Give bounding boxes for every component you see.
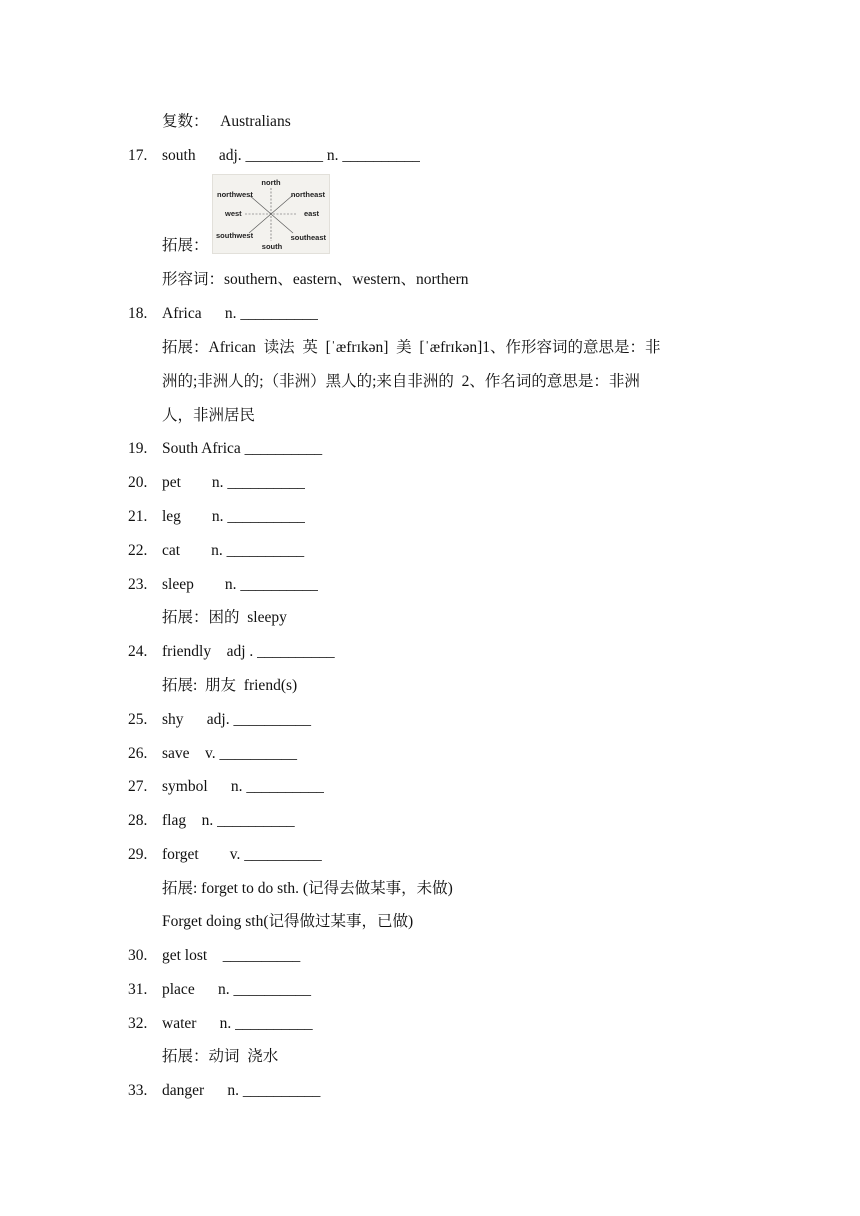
item-number-33: 33. [128,1082,148,1099]
compass-northeast-label: northeast [290,190,325,199]
compass-south-label: south [261,242,283,251]
item-number-29: 29. [128,846,148,863]
item-28-flag: flag n. __________ [162,812,295,829]
item-number-23: 23. [128,576,148,593]
item-25-shy: shy adj. __________ [162,711,311,728]
compass-west-label: west [225,209,242,218]
item-33-danger: danger n. __________ [162,1082,321,1099]
adjective-line-17: 形容词：southern、eastern、western、northern [162,271,469,288]
plural-line: 复数： Australians [162,113,291,130]
extension-29-line-1: 拓展: forget to do sth. (记得去做某事，未做) [162,880,453,897]
item-number-17: 17. [128,147,148,164]
item-number-19: 19. [128,440,148,457]
item-number-28: 28. [128,812,148,829]
compass-southeast-label: southeast [290,233,326,242]
item-17-south: south adj. __________ n. __________ [162,147,420,164]
item-20-pet: pet n. __________ [162,474,305,491]
item-number-31: 31. [128,981,148,998]
extension-23: 拓展：困的 sleepy [162,609,287,626]
item-18-africa: Africa n. __________ [162,305,318,322]
extension-18-line-1: 拓展：African 读法 英 [ˈæfrɪkən] 美 [ˈæfrɪkən]1、作形容词的意思是：非 [162,339,661,356]
item-29-forget: forget v. __________ [162,846,322,863]
item-number-32: 32. [128,1015,148,1032]
item-22-cat: cat n. __________ [162,542,305,559]
compass-directions-image [212,174,330,254]
item-32-water: water n. __________ [162,1015,313,1032]
item-27-symbol: symbol n. __________ [162,778,324,795]
compass-east-label: east [303,209,319,218]
extension-29-line-2: Forget doing sth(记得做过某事，已做) [162,913,414,930]
item-24-friendly: friendly adj . __________ [162,643,335,660]
item-number-22: 22. [128,542,148,559]
item-number-30: 30. [128,947,148,964]
extension-18-line-2: 洲的;非洲人的;（非洲）黑人的;来自非洲的 2、作名词的意思是：非洲 [162,373,640,390]
item-number-21: 21. [128,508,148,525]
item-21-leg: leg n. __________ [162,508,305,525]
item-number-18: 18. [128,305,148,322]
extension-24: 拓展: 朋友 friend(s) [162,677,298,694]
item-number-27: 27. [128,778,148,795]
extension-label-17: 拓展： [162,237,209,254]
compass-southwest-label: southwest [216,231,254,240]
item-26-save: save v. __________ [162,745,298,762]
item-number-20: 20. [128,474,148,491]
item-23-sleep: sleep n. __________ [162,576,318,593]
compass-northwest-label: northwest [217,190,253,199]
item-19-south-africa: South Africa __________ [162,440,323,457]
item-30-get-lost: get lost __________ [162,947,301,964]
item-number-25: 25. [128,711,148,728]
compass-north-label: north [261,178,281,187]
extension-32: 拓展：动词 浇水 [162,1048,279,1065]
extension-18-line-3: 人，非洲居民 [162,407,256,424]
item-31-place: place n. __________ [162,981,311,998]
item-number-24: 24. [128,643,148,660]
item-number-26: 26. [128,745,148,762]
